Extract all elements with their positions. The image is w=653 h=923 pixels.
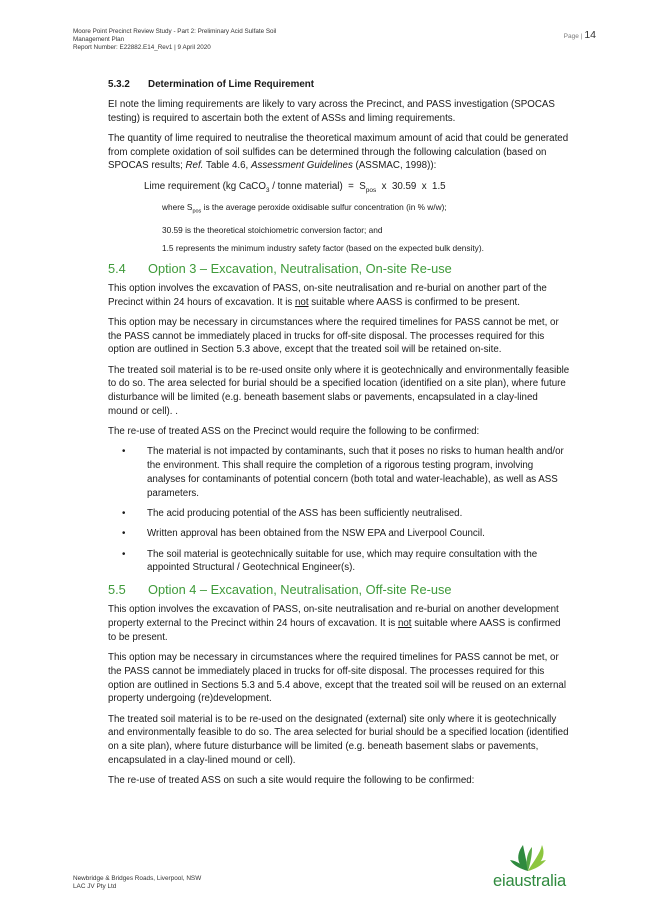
document-body bbox=[108, 78, 570, 794]
bullet-icon: • bbox=[122, 548, 126, 560]
page-number bbox=[564, 29, 596, 41]
requirements-list bbox=[108, 445, 570, 575]
section-title: Option 4 – Excavation, Neutralisation, Off-site Re-use bbox=[148, 582, 452, 598]
section-5-5-heading bbox=[108, 582, 570, 597]
list-item: • The material is not impacted by contaminants, such that it poses no risks to human health and/or the environment. This shall require the completion of a rigorous testing program, involving analyses for contaminants of potential concern (both total and water-leachable), as well as ASS parameters. bbox=[122, 446, 564, 499]
definition-safety-factor: 1.5 represents the minimum industry safety factor (based on the expected bulk density). bbox=[162, 242, 484, 253]
definition-factor: 30.59 is the theoretical stoichiometric conversion factor; and bbox=[162, 224, 383, 235]
header-title-line2: Management Plan bbox=[73, 36, 125, 44]
document-header bbox=[73, 28, 373, 53]
list-item: • Written approval has been obtained from the NSW EPA and Liverpool Council. bbox=[122, 528, 485, 540]
section-5-4-heading bbox=[108, 261, 570, 276]
section-title: Determination of Lime Requirement bbox=[148, 79, 315, 90]
section-number: 5.3.2 bbox=[108, 79, 130, 90]
paragraph: EI note the liming requirements are likely to vary across the Precinct, and PASS investigation (SPOCAS testing) is required to ascertain both the extent of ASSs and liming requirements. bbox=[108, 98, 555, 124]
paragraph: This option may be necessary in circumstances where the required timelines for PASS cannot be met, or the PASS cannot be immediately placed in trucks for off-site disposal. The processes required for this option are outlined in Section 5.3 above, except that the treated soil will be retained on-site. bbox=[108, 316, 559, 356]
document-footer bbox=[73, 875, 201, 892]
paragraph: This option involves the excavation of PASS, on-site neutralisation and re-burial on another part of the Precinct within 24 hours of excavation. It is not suitable where AASS is confirmed to be present. bbox=[108, 282, 547, 308]
bullet-icon: • bbox=[122, 528, 126, 540]
header-title-line1: Moore Point Precinct Review Study - Part 2: Preliminary Acid Sulfate Soil bbox=[73, 28, 277, 35]
list-item: • The soil material is geotechnically suitable for use, which may require consultation with the appointed Structural / Geotechnical Engineer(s). bbox=[122, 548, 538, 574]
header-report-number: Report Number: E22882.E14_Rev1 | 9 April 2020 bbox=[73, 44, 211, 52]
eiaustralia-logo bbox=[493, 842, 595, 894]
section-number: 5.4 bbox=[108, 260, 126, 276]
section-5-3-2-heading bbox=[108, 78, 570, 92]
bullet-icon: • bbox=[122, 446, 126, 458]
footer-address: Newbridge & Bridges Roads, Liverpool, NSW bbox=[73, 875, 202, 882]
paragraph: The re-use of treated ASS on such a site would require the following to be confirmed: bbox=[108, 775, 475, 787]
page-number-value: 14 bbox=[584, 29, 596, 41]
page-label: Page | bbox=[563, 33, 583, 40]
leaf-icon bbox=[508, 842, 548, 872]
paragraph: The treated soil material is to be re-used on the designated (external) site only where it is geotechnically and environmentally feasible to do so. The area selected for burial should be a specified location (identified on a site plan), where future disturbance will be limited (e.g. beneath basement slabs or pavements, encapsulated in a clay-lined mound or cell). bbox=[108, 713, 569, 766]
formula-definitions bbox=[162, 201, 570, 253]
logo-wordmark: eiaustralia bbox=[493, 872, 567, 890]
bullet-icon: • bbox=[122, 507, 126, 519]
paragraph: The quantity of lime required to neutralise the theoretical maximum amount of acid that could be generated from complete oxidation of soil sulfides can be determined through the following calculation (based on SPOCAS results; Ref. Table 4.6, Assessment Guidelines (ASSMAC, 1998)): bbox=[108, 132, 569, 172]
section-number: 5.5 bbox=[108, 582, 126, 598]
paragraph: The treated soil material is to be re-used onsite only where it is geotechnically and environmentally feasible to do so. The area selected for burial should be a specified location (identified on a site plan), where future disturbance will be limited (e.g. beneath basement slabs or pavements, encapsulated in a clay-lined mound or cell). . bbox=[108, 364, 570, 417]
section-title: Option 3 – Excavation, Neutralisation, On-site Re-use bbox=[148, 260, 452, 276]
list-item: • The acid producing potential of the ASS has been sufficiently neutralised. bbox=[122, 507, 463, 519]
paragraph: This option involves the excavation of PASS, on-site neutralisation and re-burial on another development property external to the Precinct within 24 hours of excavation. It is not suitable where AASS is confirmed to be present. bbox=[108, 604, 561, 643]
lime-formula: Lime requirement (kg CaCO$_3$ / tonne material) = $S_{pos}$ x 30.59 x 1.5 bbox=[144, 180, 446, 194]
paragraph: This option may be necessary in circumstances where the required timelines for PASS cannot be met, or the PASS cannot be immediately placed in trucks for off-site disposal. The processes required for this option are outlined in Sections 5.3 and 5.4 above, except that the treated soil will be reused on an external property undergoing (re)development. bbox=[108, 651, 567, 705]
paragraph: The re-use of treated ASS on the Precinct would require the following to be confirmed: bbox=[108, 426, 480, 438]
definition-spos: where $S_{pos}$ is the average peroxide oxidisable sulfur concentration (in % w/w); bbox=[162, 202, 447, 215]
footer-company: LAC JV Pty Ltd bbox=[73, 883, 117, 891]
